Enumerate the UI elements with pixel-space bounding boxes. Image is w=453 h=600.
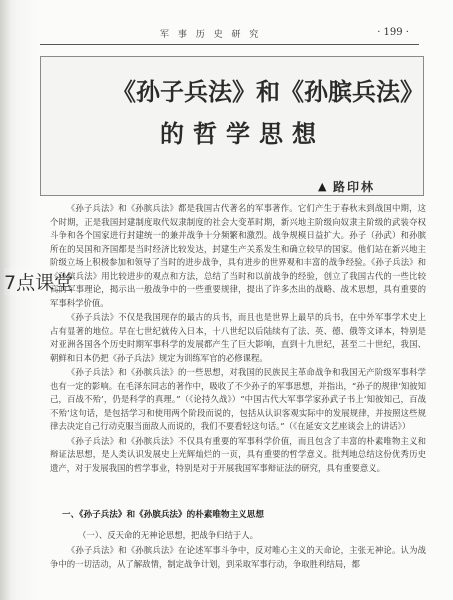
body-paragraph: 《孙子兵法》和《孙膑兵法》在论述军事斗争中，反对唯心主义的天命论，主张无神论。认为战争中的一切活动，从了解敌情，制定战争计划，到采取军事行动，争取胜利结局，都 [50, 545, 426, 569]
book-spine-shadow [0, 0, 10, 600]
watermark-overlay: 7点课堂 [4, 268, 73, 295]
body-paragraph: 《孙子兵法》和《孙膑兵法》的一些思想，对我国的民族民主革命战争和我国无产阶级军事科学也有一定的影响。在毛泽东同志的著作中，吸收了不少孙子的军事思想，并指出，“孙子的规律‘知彼知己，百战不殆’，仍是科学的真理。”（《论持久战》）“中国古代大军事学家孙武子书上‘知彼知己，百战不殆’这句话，是包括学习和使用两个阶段而说的，包括从认识客观实际中的发展规律，并按照这些规律去决定自己行动克服当面敌人而说的，我们不要看轻这句话。”（《在延安文艺座谈会上的讲话》） [50, 367, 426, 431]
header-rule [40, 44, 419, 45]
triangle-marker-icon: ▲ [318, 180, 327, 193]
article-body [50, 202, 426, 476]
section-heading: 一、《孙子兵法》和《孙膑兵法》的朴素唯物主义思想 [62, 510, 264, 520]
article-title-line-2: 的哲学思想 [160, 119, 325, 148]
body-paragraph: 《孙子兵法》和《孙膑兵法》都是我国古代著名的军事著作。它们产生于春秋末到战国中期，这个时期，正是我国封建制度取代奴隶制度的社会大变革时期，新兴地主阶级向奴隶主阶级的武装夺权斗争和各个国家进行封建统一的兼并战争十分频繁和激烈。战争规模日益扩大。孙子（孙武）和孙膑所在的吴国和齐国都是当时经济比较发达，封建生产关系发生和确立较早的国家。他们站在新兴地主阶级立场上积极参加和领导了当时的进步战争，具有进步的世界观和丰富的战争经验。《孙子兵法》和《孙膑兵法》用比较进步的观点和方法，总结了当时和以前战争的经验，创立了我国古代的一些比较高的军事理论，揭示出一般战争中的一些重要规律，提出了许多杰出的战略、战术思想，具有重要的军事科学价值。 [50, 203, 426, 308]
section-body [50, 544, 426, 571]
running-header: 军 事 历 史 研 究 [160, 30, 262, 40]
author-name: 路印林 [333, 180, 376, 194]
section-subheading: （一）、反天命的无神论思想，把战争归结于人。 [78, 530, 259, 540]
article-title-line-1: 《孙子兵法》和《孙膑兵法》 [112, 77, 424, 106]
body-paragraph: 《孙子兵法》不仅是我国现存的最古的兵书，而且也是世界上最早的兵书，在中外军事学术史上占有显著的地位。早在七世纪就传入日本，十八世纪以后陆续有了法、英、德、俄等文译本，特别是对亚洲各国各个历史时期军事科学的发展都产生了巨大影响，直到十九世纪，甚至二十世纪，我国、朝鲜和日本仍把《孙子兵法》规定为训练军官的必修课程。 [50, 312, 426, 363]
body-paragraph: 《孙子兵法》和《孙膑兵法》不仅具有重要的军事科学价值，而且包含了丰富的朴素唯物主义和辩证法思想，是人类认识发展史上光辉灿烂的一页，具有重要的哲学意义。批判地总结这份优秀历史遗产，对于发展我国的哲学事业，特别是对于开展我国军事辩证法的研究，具有重要意义。 [50, 435, 426, 473]
page-number: · 199 · [377, 27, 409, 38]
